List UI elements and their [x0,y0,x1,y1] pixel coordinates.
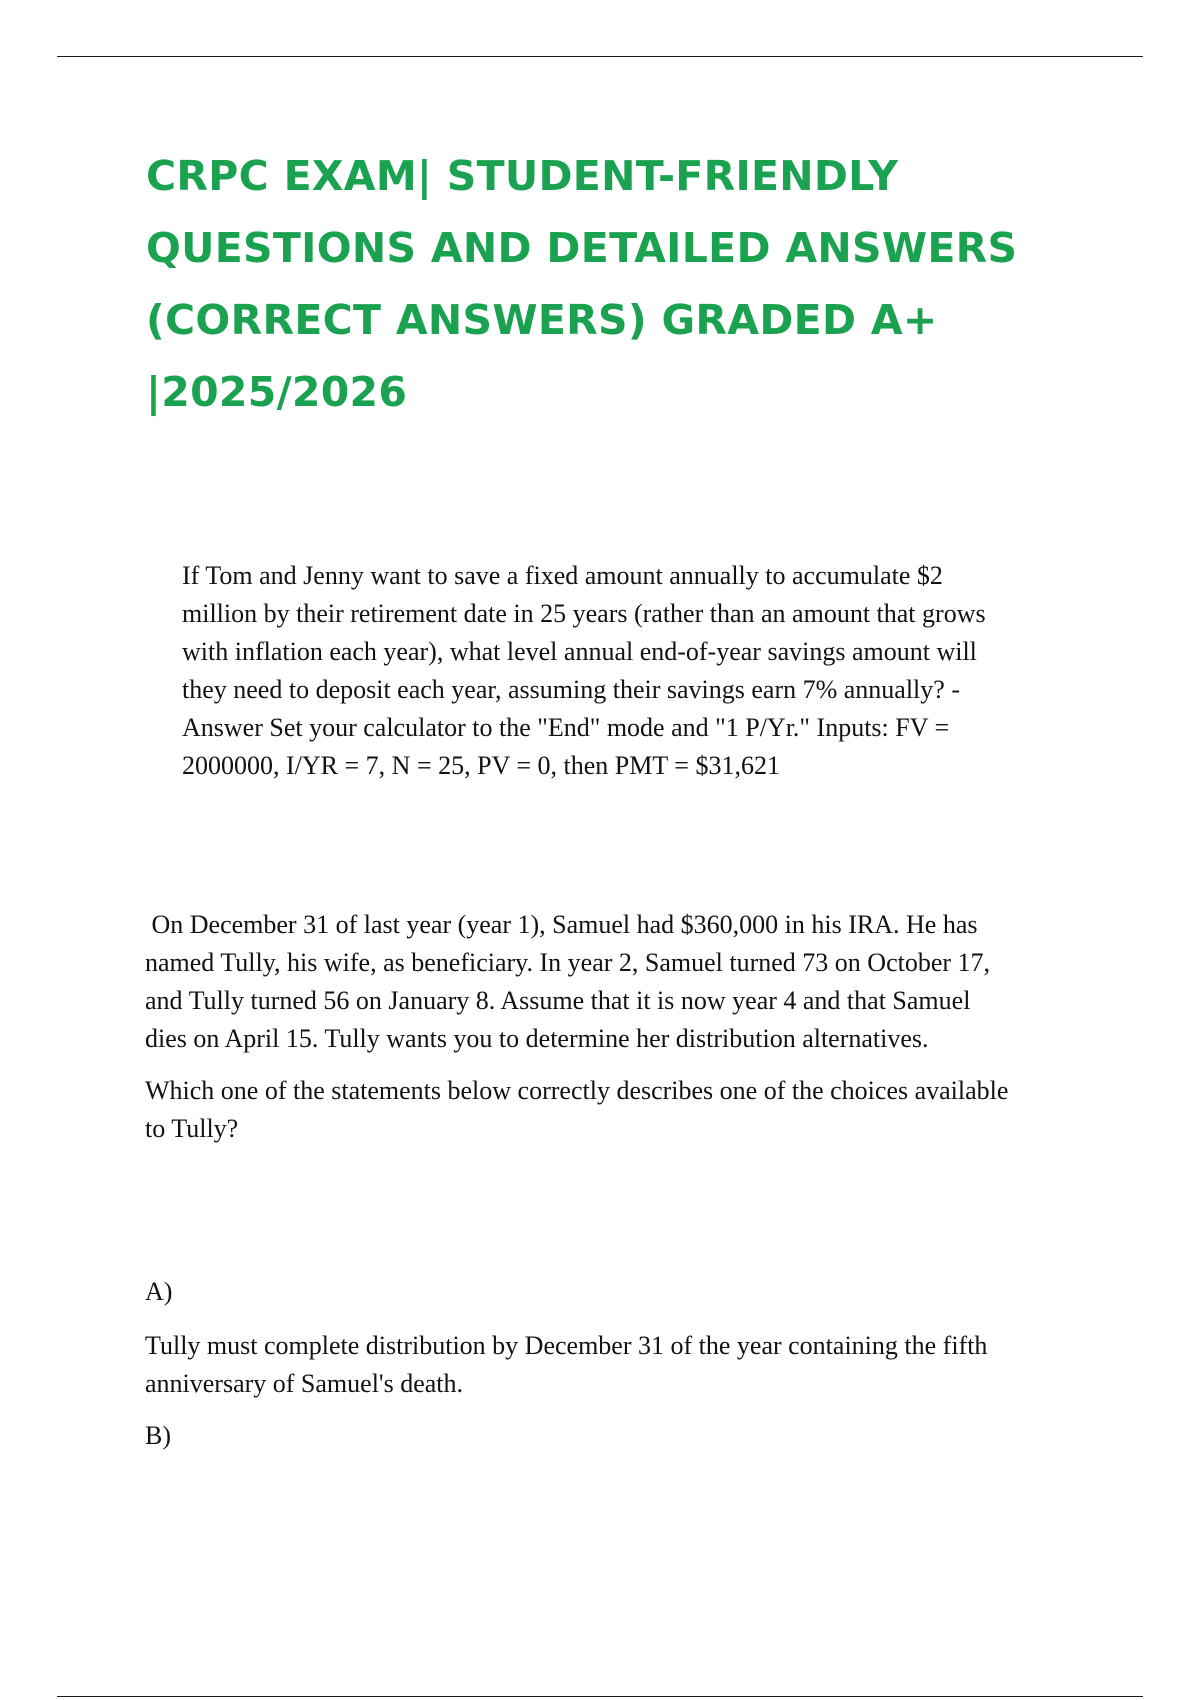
title-line: (CORRECT ANSWERS) GRADED A+ [146,296,938,344]
text-line: million by their retirement date in 25 years (rather than an amount that grows [182,599,986,628]
option-a-label: A) [145,1277,173,1306]
title-line: CRPC EXAM| STUDENT-FRIENDLY [146,152,899,200]
text-line: and Tully turned 56 on January 8. Assume that it is now year 4 and that Samuel [145,986,971,1015]
text-line: Answer Set your calculator to the "End" mode and "1 P/Yr." Inputs: FV = [182,713,950,742]
text-line: 2000000, I/YR = 7, N = 25, PV = 0, then PMT = $31,621 [182,751,780,780]
question-1-with-answer [182,557,1082,785]
text-line: If Tom and Jenny want to save a fixed amount annually to accumulate $2 [182,561,943,590]
text-line: named Tully, his wife, as beneficiary. In year 2, Samuel turned 73 on October 17, [145,948,991,977]
bottom-rule [57,1696,1143,1697]
text-line: with inflation each year), what level annual end-of-year savings amount will [182,637,977,666]
text-line: to Tully? [145,1114,239,1143]
title-line: |2025/2026 [146,368,408,416]
title-line: QUESTIONS AND DETAILED ANSWERS [146,224,1018,272]
document-title [146,140,1106,428]
text-line: they need to deposit each year, assuming their savings earn 7% annually? - [182,675,960,704]
top-rule [57,56,1143,57]
question-2-scenario [145,906,1105,1058]
text-line: On December 31 of last year (year 1), Samuel had $360,000 in his IRA. He has [145,910,978,939]
question-2-prompt [145,1072,1105,1148]
text-line: Which one of the statements below correctly describes one of the choices available [145,1076,1009,1105]
text-line: anniversary of Samuel's death. [145,1369,464,1398]
text-line: dies on April 15. Tully wants you to determine her distribution alternatives. [145,1024,929,1053]
text-line: Tully must complete distribution by December 31 of the year containing the fifth [145,1331,988,1360]
option-a-text [145,1327,1105,1403]
option-b-label: B) [145,1421,171,1450]
